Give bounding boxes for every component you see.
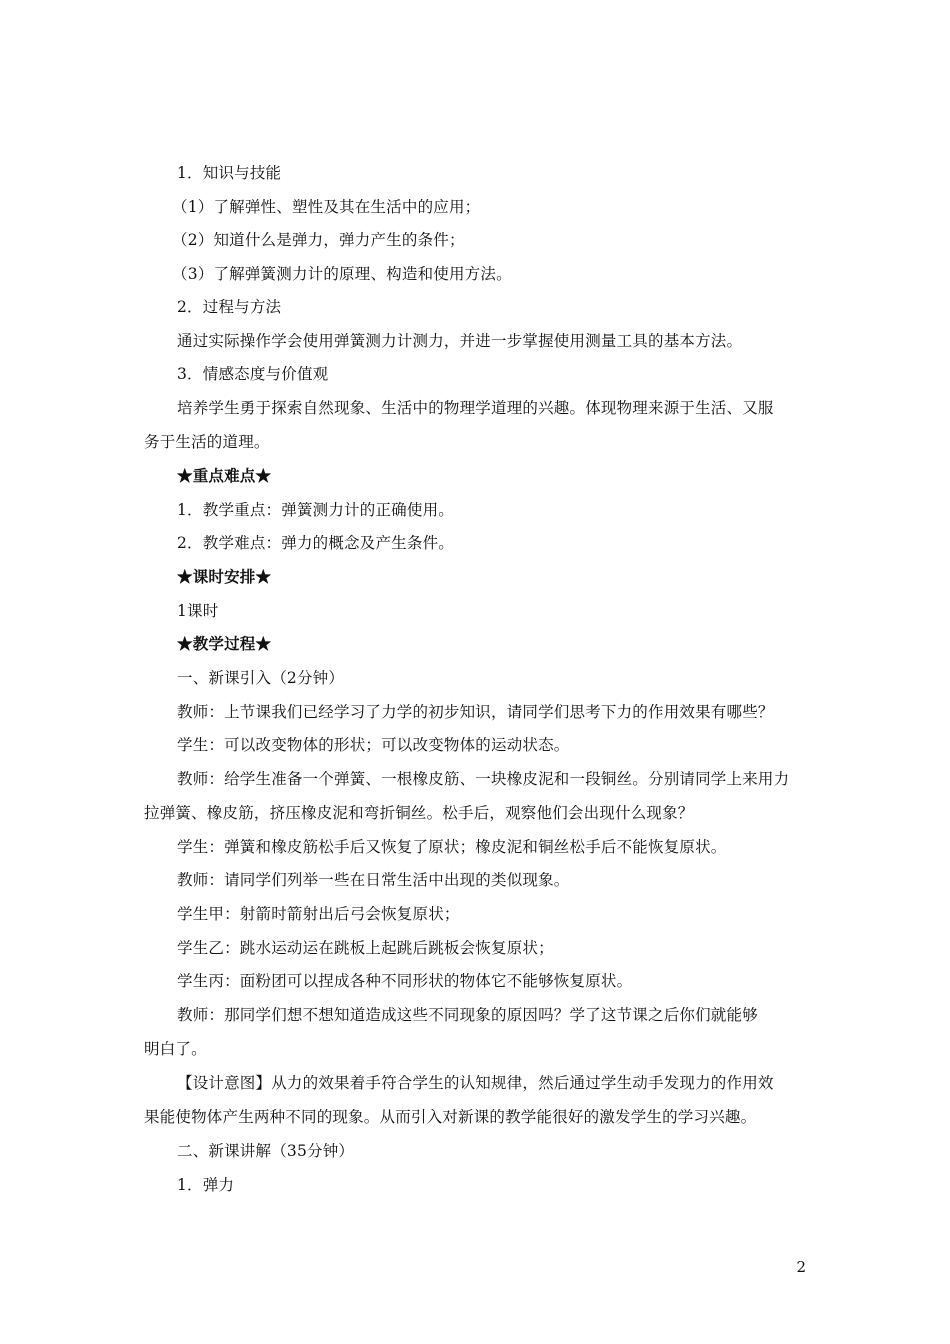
objective-item-1: （1）了解弹性、塑性及其在生活中的应用； xyxy=(172,198,481,216)
schedule-value: 1课时 xyxy=(177,602,219,620)
dialogue-line: 学生：弹簧和橡皮筋松手后又恢复了原状；橡皮泥和铜丝松手后不能恢复原状。 xyxy=(177,838,727,856)
objective-item-2: （2）知道什么是弹力，弹力产生的条件； xyxy=(172,231,465,249)
dialogue-line: 教师：那同学们想不想知道造成这些不同现象的原因吗？学了这节课之后你们就能够 xyxy=(177,1006,758,1024)
heading-attitude-values: 3．情感态度与价值观 xyxy=(177,365,329,383)
design-intent-line1: 【设计意图】从力的效果着手符合学生的认知规律，然后通过学生动手发现力的作用效 xyxy=(177,1074,774,1092)
paragraph-attitude-line1: 培养学生勇于探索自然现象、生活中的物理学道理的兴趣。体现物理来源于生活、又服 xyxy=(177,399,774,417)
paragraph-process: 通过实际操作学会使用弹簧测力计测力，并进一步掌握使用测量工具的基本方法。 xyxy=(177,332,743,350)
section-key-points: ★重点难点★ xyxy=(177,466,272,485)
dialogue-line: 学生丙：面粉团可以捏成各种不同形状的物体它不能够恢复原状。 xyxy=(177,972,633,990)
objective-item-3: （3）了解弹簧测力计的原理、构造和使用方法。 xyxy=(172,265,512,283)
heading-process-method: 2．过程与方法 xyxy=(177,298,282,316)
key-point-2: 2．教学难点：弹力的概念及产生条件。 xyxy=(177,534,454,552)
dialogue-line: 教师：上节课我们已经学习了力学的初步知识，请同学们思考下力的作用效果有哪些？ xyxy=(177,703,774,721)
dialogue-line: 教师：请同学们列举一些在日常生活中出现的类似现象。 xyxy=(177,871,570,889)
section-schedule: ★课时安排★ xyxy=(177,567,272,586)
dialogue-line: 学生乙：跳水运动运在跳板上起跳后跳板会恢复原状； xyxy=(177,939,554,957)
page-number: 2 xyxy=(796,1258,806,1276)
heading-knowledge-skills: 1．知识与技能 xyxy=(177,164,282,182)
heading-elastic-force: 1．弹力 xyxy=(177,1176,235,1194)
key-point-1: 1．教学重点：弹簧测力计的正确使用。 xyxy=(177,501,454,519)
dialogue-line: 拉弹簧、橡皮筋，挤压橡皮泥和弯折铜丝。松手后，观察他们会出现什么现象？ xyxy=(144,804,694,822)
dialogue-line: 教师：给学生准备一个弹簧、一根橡皮筋、一块橡皮泥和一段铜丝。分别请同学上来用力 xyxy=(177,770,790,788)
heading-intro: 一、新课引入（2分钟） xyxy=(177,669,345,687)
section-teaching-process: ★教学过程★ xyxy=(177,634,272,653)
dialogue-line: 明白了。 xyxy=(144,1040,207,1058)
design-intent-line2: 果能使物体产生两种不同的现象。从而引入对新课的教学能很好的激发学生的学习兴趣。 xyxy=(144,1108,757,1126)
dialogue-line: 学生甲：射箭时箭射出后弓会恢复原状； xyxy=(177,905,460,923)
heading-new-lesson: 二、新课讲解（35分钟） xyxy=(177,1142,355,1160)
dialogue-line: 学生：可以改变物体的形状；可以改变物体的运动状态。 xyxy=(177,736,570,754)
paragraph-attitude-line2: 务于生活的道理。 xyxy=(144,433,270,451)
